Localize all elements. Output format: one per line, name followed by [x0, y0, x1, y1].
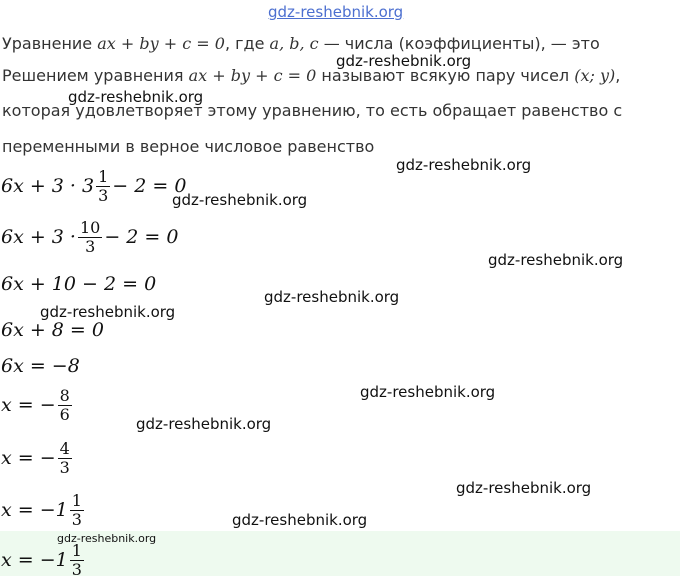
- watermark: gdz-reshebnik.org: [68, 88, 204, 106]
- step-9-fraction: $\frac{1}{3}$: [71, 540, 82, 579]
- step-2-fraction: $\frac{10}{3}$: [79, 217, 101, 256]
- step-6: x = − $\frac{8}{6}$: [1, 385, 70, 424]
- watermark-small: gdz-reshebnik.org: [57, 532, 157, 545]
- watermark: gdz-reshebnik.org: [136, 415, 272, 433]
- step-9-answer: x = −1 $\frac{1}{3}$: [1, 540, 82, 579]
- watermark: gdz-reshebnik.org: [336, 52, 472, 70]
- watermark: gdz-reshebnik.org: [40, 303, 176, 321]
- intro-line-1: Уравнение ax + by + c = 0, где a, b, c — числа (коэффициенты), — это: [2, 34, 600, 53]
- watermark: gdz-reshebnik.org: [396, 156, 532, 174]
- intro-line-4: переменными в верное числовое равенство: [2, 137, 375, 156]
- watermark: gdz-reshebnik.org: [232, 511, 368, 529]
- step-3: 6x + 10 − 2 = 0: [1, 273, 157, 295]
- watermark: gdz-reshebnik.org: [264, 288, 400, 306]
- step-7: x = − $\frac{4}{3}$: [1, 438, 70, 477]
- watermark: gdz-reshebnik.org: [456, 479, 592, 497]
- step-5: 6x = −8: [1, 355, 80, 377]
- step-2: 6x + 3 · $\frac{10}{3}$ − 2 = 0: [1, 217, 179, 256]
- step-6-fraction: $\frac{8}{6}$: [59, 385, 70, 424]
- watermark: gdz-reshebnik.org: [488, 251, 624, 269]
- watermark-top: gdz-reshebnik.org: [268, 3, 404, 21]
- watermark: gdz-reshebnik.org: [360, 383, 496, 401]
- step-7-fraction: $\frac{4}{3}$: [59, 438, 70, 477]
- intro-line-2: Решением уравнения ax + by + c = 0 называют всякую пару чисел (x; y),: [2, 66, 621, 85]
- step-1-fraction: $\frac{1}{3}$: [98, 166, 109, 205]
- step-1: 6x + 3 · 3 $\frac{1}{3}$ − 2 = 0: [1, 166, 187, 205]
- step-8: x = −1 $\frac{1}{3}$: [1, 490, 82, 529]
- watermark: gdz-reshebnik.org: [172, 191, 308, 209]
- intro-line-3: которая удовлетворяет этому уравнению, то есть обращает равенство с: [2, 101, 623, 120]
- step-8-fraction: $\frac{1}{3}$: [71, 490, 82, 529]
- step-4: 6x + 8 = 0: [1, 319, 104, 341]
